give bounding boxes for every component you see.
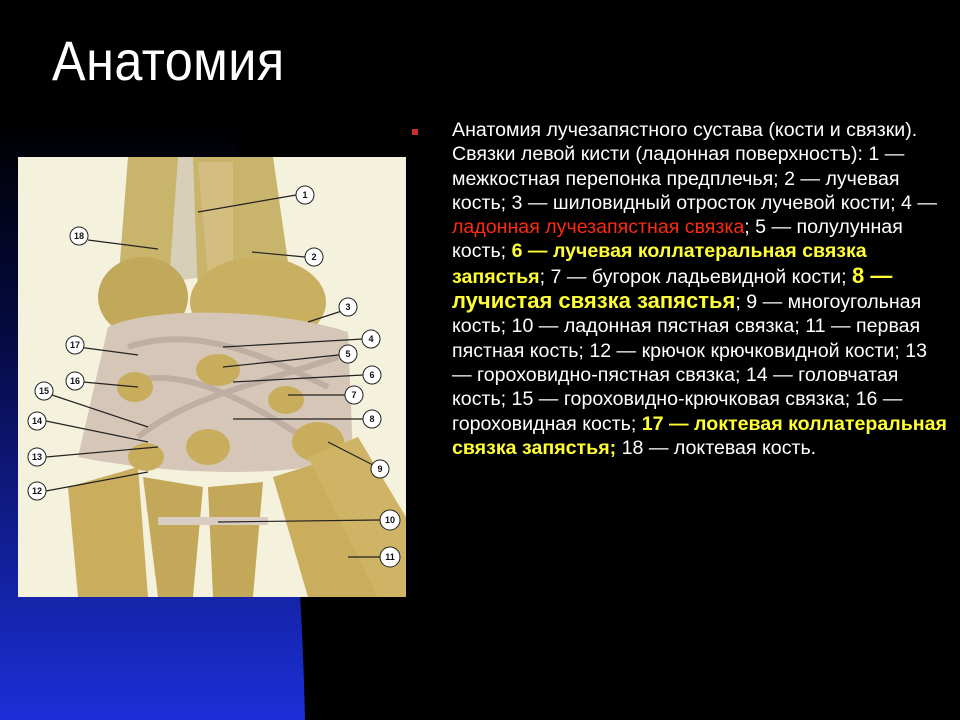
highlight-radial-collateral-ligament: 6 — лучевая коллатеральная связка запястья [452, 240, 867, 288]
highlight-ulnar-collateral-ligament: 17 — локтевая коллатеральная связка запястья; [452, 412, 947, 459]
callout-18 [70, 227, 88, 245]
callout-7 [345, 386, 363, 404]
svg-text:4: 4 [368, 334, 374, 344]
svg-text:9: 9 [377, 464, 383, 474]
callout-14 [28, 412, 46, 430]
callout-13 [28, 448, 46, 466]
svg-text:8: 8 [369, 414, 375, 424]
callout-6 [363, 366, 381, 384]
callout-2 [305, 248, 323, 266]
text-segment: ; 9 — многоугольная кость; 10 — ладонная пястная связка; 11 — первая пястная кость; 12 — крючок крючковидной кости; 13 — гороховидно-пястная связка; 14 — головчатая кость; 15 — гороховидно-крючковая связка; 16 — гороховидная кость; [452, 291, 928, 435]
callout-5 [339, 345, 357, 363]
callout-11 [380, 547, 400, 567]
svg-text:13: 13 [31, 452, 43, 462]
svg-text:18: 18 [73, 231, 85, 241]
text-segment: ; 7 — бугорок ладьевидной кости; [539, 265, 852, 288]
callout-12 [28, 482, 46, 500]
anatomy-description [452, 118, 952, 460]
bullet-text-block [412, 118, 952, 460]
svg-text:1: 1 [302, 190, 308, 200]
svg-text:16: 16 [69, 376, 81, 386]
wrist-anatomy-illustration [18, 157, 406, 597]
callout-4 [362, 330, 380, 348]
callout-1 [296, 186, 314, 204]
text-segment: 18 — локтевая кость. [616, 436, 817, 459]
callout-17 [66, 336, 84, 354]
svg-text:10: 10 [384, 515, 396, 525]
callout-9 [371, 460, 389, 478]
svg-text:14: 14 [31, 416, 43, 426]
svg-text:7: 7 [351, 390, 357, 400]
highlight-radiate-ligament: 8 — лучистая связка запястья [452, 262, 893, 314]
text-segment: ; 5 — полулунная кость; [452, 216, 903, 263]
slide-title: Анатомия [52, 29, 285, 92]
svg-text:5: 5 [345, 349, 351, 359]
svg-text:11: 11 [385, 552, 395, 562]
svg-text:15: 15 [38, 386, 50, 396]
svg-text:2: 2 [311, 252, 317, 262]
callout-15 [35, 382, 53, 400]
callout-16 [66, 372, 84, 390]
svg-text:6: 6 [369, 370, 375, 380]
highlight-palmar-ligament: ладонная лучезапястная связка [452, 216, 745, 239]
callout-10 [380, 510, 400, 530]
svg-text:3: 3 [345, 302, 351, 312]
bullet-square-icon [412, 129, 418, 135]
callout-3 [339, 298, 357, 316]
text-segment: Анатомия лучезапястного сустава (кости и связки). Связки левой кисти (ладонная поверхностъ): 1 — межкостная перепонка предплечья; 2 — лучевая кость; 3 — шиловидный отросток лучевой кости; 4 — [452, 119, 937, 214]
callout-8 [363, 410, 381, 428]
svg-text:12: 12 [31, 486, 43, 496]
svg-text:17: 17 [69, 340, 81, 350]
